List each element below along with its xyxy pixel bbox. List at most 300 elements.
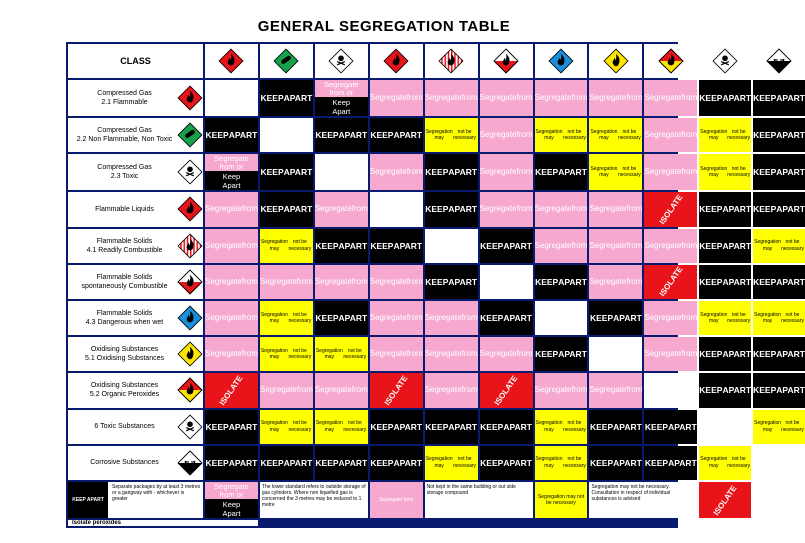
cell-text-line: APART [776, 385, 805, 396]
segregate-from-cell [535, 373, 588, 407]
segregate-from-cell [260, 373, 313, 407]
legend-keep-apart [68, 482, 203, 518]
cell-text-line: not be necessary [343, 420, 367, 433]
cell-text-line: APART [558, 276, 587, 287]
keep-apart-cell [480, 301, 533, 335]
keep-apart-cell [699, 337, 751, 371]
class-label-text [72, 89, 177, 107]
cell-text-line: from [681, 349, 698, 359]
keep-apart-cell [535, 337, 588, 371]
cell-text-line: Segregation may [425, 128, 453, 142]
cell-text-line: Segregate [589, 276, 627, 286]
cell-text-line: KEEP [260, 93, 284, 104]
cell-text-line: KEEP [315, 240, 339, 251]
cell-text-line: APART [448, 204, 478, 215]
segregate-from-cell [205, 301, 258, 335]
blank-cell [260, 118, 313, 152]
cell-text-line: from [681, 167, 698, 177]
cell-text-line: Segregation may [535, 128, 563, 142]
keep-apart-cell [260, 80, 313, 116]
cell-text-line: APART [283, 93, 313, 104]
cell-text-line: from [406, 313, 423, 323]
oxidising-substance-diamond-icon [603, 48, 629, 74]
cell-text-line: KEEP [260, 457, 284, 468]
cell-text-line: KEEP [590, 421, 614, 432]
cell-text-line: APART [448, 276, 478, 287]
segregate-from-cell [260, 265, 313, 299]
cell-text-line: Segregation may [754, 311, 782, 325]
keep-apart-cell [205, 446, 258, 480]
cell-text-line: Apart [222, 509, 241, 518]
cell-text-line: 2.2 Non Flammable, Non Toxic [76, 136, 173, 144]
segregate-from-cell [370, 301, 423, 335]
class-label-text [72, 273, 177, 291]
segregate-from-cell [315, 373, 368, 407]
keep-apart-cell [370, 118, 423, 152]
keep-apart-cell [425, 265, 478, 299]
segregate-from-cell [644, 229, 697, 263]
segregate-from-cell [644, 118, 697, 152]
segregation-may-not-be-necessary-cell [260, 229, 313, 263]
cell-text-line: Segregate [369, 276, 407, 286]
cell-text-line: Segregate [534, 204, 572, 214]
cell-text-line: APART [283, 457, 313, 468]
spontaneously-combustible-diamond-icon [493, 48, 519, 74]
flammable-solid-diamond-icon [177, 233, 203, 259]
cell-text-line: from [406, 167, 423, 177]
cell-text-line: Segregate [323, 80, 359, 90]
cell-text-line: Segregate [479, 167, 517, 177]
cell-text-line: Segregate [589, 240, 627, 250]
cell-text-line: not be necessary [781, 420, 804, 433]
cell-text-line: APART [722, 204, 752, 215]
blank-cell [205, 80, 258, 116]
segregate-from-cell [315, 192, 368, 226]
column-header-1 [260, 44, 313, 78]
cell-text-line: Segregate [314, 385, 352, 395]
cell-text-line: Segregate [205, 349, 242, 359]
cell-text-line: Segregate [424, 349, 462, 359]
isolate-text: ISOLATE [657, 192, 685, 227]
cell-text-line: not be necessary [563, 128, 586, 142]
cell-text-line: Segregation may [315, 420, 343, 433]
cell-text-line: 2.1 Flammable [101, 99, 148, 107]
cell-text-line: Segregate [205, 313, 242, 323]
cell-text-line: KEEP [370, 240, 394, 251]
keep-apart-cell [425, 154, 478, 190]
cell-text-line: APART [283, 204, 313, 215]
cell-text-line: not be necessary [727, 456, 751, 469]
non-flammable-gas-diamond-icon [177, 122, 203, 148]
cell-text-line: 5.2 Organic Peroxides [89, 391, 160, 399]
class-label-row-10 [68, 446, 203, 480]
cell-text-line: APART [338, 457, 368, 468]
cell-text-line: not be necessary [727, 311, 751, 325]
combo-top [205, 154, 258, 171]
cell-text-line: 2.3 Toxic [110, 173, 139, 181]
isolate-cell [205, 373, 258, 407]
cell-text-line: APART [722, 349, 752, 360]
segregate-or-keep-apart-cell [205, 154, 258, 190]
segregation-may-not-be-necessary-cell [699, 118, 751, 152]
combo-top [315, 80, 368, 97]
segregation-may-not-be-necessary-cell [699, 446, 751, 480]
organic-peroxide-diamond-icon [177, 377, 203, 403]
cell-text-line: KEEP [480, 240, 504, 251]
cell-text-line: not be necessary [781, 311, 804, 325]
cell-text-line: APART [722, 276, 752, 287]
cell-text-line: KEEP [205, 421, 229, 432]
cell-text-line: APART [776, 130, 805, 141]
cell-text-line: Segregation may [590, 128, 618, 142]
segregation-may-not-be-necessary-cell [260, 301, 313, 335]
segregation-may-not-be-necessary-cell [753, 301, 805, 335]
blank-cell [425, 229, 478, 263]
keep-apart-cell [699, 80, 751, 116]
cell-text-line: from [461, 385, 478, 395]
cell-text-line: Segregate [479, 204, 517, 214]
cell-text-line: Segregate [259, 385, 297, 395]
cell-text-line: from [681, 93, 698, 103]
column-header-10 [753, 44, 805, 78]
cell-text-line: Segregate [205, 276, 242, 286]
segregate-from-cell [589, 80, 642, 116]
legend-combo-text: The lower standard refers to outside storage of gas cylinders. Where non liquefied gas is concerned the 3 metres may be reduced to 1 metre [260, 482, 368, 518]
cell-text-line: KEEP [753, 93, 777, 104]
segregation-may-not-be-necessary-cell [425, 446, 478, 480]
cell-text-line: not be necessary [618, 165, 641, 179]
cell-text-line: KEEP [315, 130, 339, 141]
column-header-0 [205, 44, 258, 78]
cell-text-line: KEEP [699, 276, 723, 287]
class-label-text [72, 422, 177, 431]
cell-text-line: from [461, 313, 478, 323]
cell-text-line: KEEP [535, 167, 559, 178]
cell-text-line: Segregate [214, 154, 249, 164]
cell-text-line: Segregation may [700, 165, 728, 179]
cell-text-line: spontaneously Combustible [81, 282, 168, 290]
cell-text-line: from or [329, 88, 354, 98]
keep-apart-cell [425, 410, 478, 444]
cell-text-line: Oxidising Substances [90, 382, 159, 390]
isolate-cell [644, 192, 697, 226]
keep-apart-cell [205, 118, 258, 152]
cell-text-line: APART [722, 385, 752, 396]
combo-bottom [332, 97, 350, 116]
class-label-text [72, 309, 177, 327]
keep-apart-cell [699, 192, 751, 226]
class-label-text [72, 458, 177, 467]
cell-text-line: Segregate [259, 276, 297, 286]
cell-text-line: APART [503, 457, 532, 468]
non-flammable-gas-diamond-icon [273, 48, 299, 74]
cell-text-line: not be necessary [288, 311, 312, 325]
segregation-may-not-be-necessary-cell [753, 229, 805, 263]
keep-apart-cell [753, 118, 805, 152]
segregation-may-not-be-necessary-cell [589, 118, 642, 152]
cell-text-line: Keep [222, 172, 241, 182]
cell-text-line: Keep [332, 98, 351, 108]
class-label-row-9 [68, 410, 203, 444]
cell-text-line: KEEP [753, 385, 777, 396]
cell-text-line: Segregate [644, 240, 682, 250]
cell-text-line: Segregation may [535, 420, 563, 433]
cell-text-line: KEEP [425, 167, 449, 178]
cell-text-line: KEEP [205, 457, 229, 468]
combo-top [205, 482, 258, 499]
cell-text-line: KEEP [699, 93, 723, 104]
segregate-from-cell [370, 154, 423, 190]
cell-text-line: APART [776, 93, 805, 104]
cell-text-line: KEEP [699, 204, 723, 215]
keep-apart-cell [480, 446, 533, 480]
cell-text-line: APART [503, 240, 532, 251]
cell-text-line: APART [338, 130, 368, 141]
cell-text-line: not be necessary [618, 128, 641, 142]
cell-text-line: APART [283, 167, 313, 178]
cell-text-line: APART [393, 240, 423, 251]
cell-text-line: Segregation may [700, 128, 728, 142]
segregate-from-cell [480, 154, 533, 190]
corrosive-diamond-icon [177, 450, 203, 476]
cell-text-line: from [406, 276, 423, 286]
blank-cell [535, 301, 588, 335]
legend-keep-apart-swatch: KEEP APART [68, 482, 108, 518]
segregation-may-not-be-necessary-cell [315, 337, 368, 371]
cell-text-line: from [241, 349, 258, 359]
cell-text-line: not be necessary [563, 456, 586, 469]
keep-apart-cell [370, 446, 423, 480]
cell-text-line: 4.3 Dangerous when wet [85, 319, 164, 327]
cell-text-line: from [516, 167, 533, 177]
keep-apart-cell [480, 410, 533, 444]
cell-text-line: Segregate [314, 276, 352, 286]
cell-text-line: APART [558, 349, 587, 360]
class-label-row-7 [68, 337, 203, 371]
cell-text-line: APART [338, 240, 368, 251]
cell-text-line: Segregate [644, 93, 682, 103]
combo-bottom [222, 171, 240, 190]
cell-text-line: APART [228, 457, 258, 468]
cell-text-line: from [241, 313, 258, 323]
segregate-from-cell [425, 301, 478, 335]
cell-text-line: KEEP [315, 313, 339, 324]
keep-apart-cell [753, 265, 805, 299]
cell-text-line: Segregate [589, 93, 627, 103]
cell-text-line: Segregate [314, 204, 352, 214]
cell-text-line: Segregation may [700, 311, 728, 325]
blank-cell [480, 265, 533, 299]
cell-text-line: from [516, 130, 533, 140]
cell-text-line: KEEP [260, 167, 284, 178]
cell-text-line: from [681, 130, 698, 140]
segregate-from-cell [370, 337, 423, 371]
cell-text-line: APART [228, 130, 258, 141]
flammable-solid-diamond-icon [438, 48, 464, 74]
cell-text-line: from [406, 349, 423, 359]
segregate-from-cell [644, 154, 697, 190]
column-header-6 [535, 44, 588, 78]
keep-apart-cell [644, 446, 697, 480]
cell-text-line: APART [668, 457, 697, 468]
class-label-row-3 [68, 192, 203, 226]
class-label-text [72, 381, 177, 399]
cell-text-line: from or [219, 490, 244, 499]
cell-text-line: Segregate [369, 167, 407, 177]
keep-apart-cell [753, 337, 805, 371]
segregation-may-not-be-necessary-cell [535, 410, 588, 444]
segregation-may-not-be-necessary-cell [535, 118, 588, 152]
cell-text-line: Segregate [205, 204, 242, 214]
cell-text-line: APART [776, 276, 805, 287]
segregate-from-cell [589, 229, 642, 263]
legend-segregate-swatch: Segregate from [370, 482, 423, 518]
keep-apart-cell [260, 192, 313, 226]
cell-text-line: APART [558, 167, 587, 178]
class-label-text [72, 163, 177, 181]
keep-apart-cell [535, 265, 588, 299]
isolate-cell [480, 373, 533, 407]
keep-apart-cell [644, 410, 697, 444]
cell-text-line: from [626, 385, 643, 395]
cell-text-line: Flammable Solids [96, 237, 153, 245]
segregation-table [66, 42, 805, 528]
blank-cell [644, 373, 697, 407]
cell-text-line: from [516, 93, 533, 103]
segregate-from-cell [644, 80, 697, 116]
cell-text-line: Segregate [369, 349, 407, 359]
keep-apart-cell [480, 229, 533, 263]
cell-text-line: KEEP [753, 167, 777, 178]
class-label-row-1 [68, 118, 203, 152]
segregate-from-cell [425, 373, 478, 407]
cell-text-line: APART [393, 130, 423, 141]
column-header-8 [644, 44, 697, 78]
segregate-from-cell [589, 192, 642, 226]
cell-text-line: Flammable Solids [96, 310, 153, 318]
segregation-may-not-be-necessary-cell [425, 118, 478, 152]
flammable-gas-diamond-icon [218, 48, 244, 74]
keep-apart-cell [753, 80, 805, 116]
cell-text-line: KEEP [370, 457, 394, 468]
keep-apart-cell [753, 154, 805, 190]
keep-apart-cell [315, 301, 368, 335]
cell-text-line: Segregation may [315, 347, 343, 361]
column-header-4 [425, 44, 478, 78]
cell-text-line: Flammable Liquids [95, 205, 154, 213]
cell-text-line: from [516, 349, 533, 359]
segregate-from-cell [480, 192, 533, 226]
segregate-from-cell [370, 265, 423, 299]
cell-text-line: Segregate [479, 93, 517, 103]
cell-text-line: Segregate [644, 313, 682, 323]
cell-text-line: Segregation may [535, 456, 563, 469]
isolate-cell [644, 265, 697, 299]
cell-text-line: KEEP [480, 457, 504, 468]
cell-text-line: Segregation may [260, 347, 288, 361]
segregation-may-not-be-necessary-cell [699, 154, 751, 190]
cell-text-line: not be necessary [563, 420, 586, 433]
cell-text-line: APART [228, 421, 258, 432]
cell-text-line: Segregate [644, 167, 682, 177]
flammable-liquid-diamond-icon [177, 196, 203, 222]
cell-text-line: Segregate [479, 130, 517, 140]
segregate-from-cell [535, 192, 588, 226]
cell-text-line: KEEP [260, 204, 284, 215]
cell-text-line: from [571, 385, 588, 395]
legend-isolate-swatch [699, 482, 751, 518]
cell-text-line: Segregate [644, 349, 682, 359]
cell-text-line: 5.1 Oxidising Substances [85, 355, 164, 363]
cell-text-line: APART [776, 167, 805, 178]
cell-text-line: Segregation may [260, 239, 288, 252]
segregation-may-not-be-necessary-cell [260, 337, 313, 371]
isolate-text: ISOLATE [218, 373, 245, 408]
segregate-or-keep-apart-cell [315, 80, 368, 116]
cell-text-line: not be necessary [453, 128, 477, 142]
blank-cell [370, 192, 423, 226]
keep-apart-cell [535, 154, 588, 190]
column-header-5 [480, 44, 533, 78]
cell-text-line: APART [613, 313, 642, 324]
cell-text-line: Oxidising Substances [90, 346, 159, 354]
cell-text-line: APART [776, 204, 805, 215]
cell-text-line: from [241, 240, 258, 250]
segregate-from-cell [205, 265, 258, 299]
dangerous-when-wet-diamond-icon [177, 305, 203, 331]
cell-text-line: from [351, 276, 368, 286]
segregation-may-not-be-necessary-cell [260, 410, 313, 444]
class-label-row-6 [68, 301, 203, 335]
class-label-row-2 [68, 154, 203, 190]
segregate-from-cell [205, 229, 258, 263]
cell-text-line: Segregate [424, 385, 462, 395]
isolate-text: ISOLATE [492, 373, 520, 408]
cell-text-line: from [296, 276, 313, 286]
cell-text-line: KEEP [535, 349, 559, 360]
legend-may-not-text: Segregation may not be necessary. Consultation in respect of individual substances is advised [589, 482, 697, 518]
cell-text-line: from [406, 93, 423, 103]
cell-text-line: KEEP [425, 421, 449, 432]
cell-text-line: from [351, 204, 368, 214]
segregate-from-cell [644, 337, 697, 371]
cell-text-line: 4.1 Readily Combustible [86, 246, 163, 254]
flammable-liquid-diamond-icon [383, 48, 409, 74]
cell-text-line: from [461, 93, 478, 103]
organic-peroxide-diamond-icon [658, 48, 684, 74]
cell-text-line: APART [613, 421, 642, 432]
class-label-text [72, 237, 177, 255]
cell-text-line: from [571, 204, 588, 214]
keep-apart-cell [370, 229, 423, 263]
cell-text-line: from [681, 313, 698, 323]
toxic-gas-diamond-icon [328, 48, 354, 74]
cell-text-line: APART [448, 421, 478, 432]
cell-text-line: Segregate [369, 93, 407, 103]
keep-apart-cell [753, 373, 805, 407]
dangerous-when-wet-diamond-icon [548, 48, 574, 74]
segregate-from-cell [535, 80, 588, 116]
cell-text-line: not be necessary [781, 239, 804, 252]
segregate-from-cell [535, 229, 588, 263]
cell-text-line: not be necessary [453, 456, 477, 469]
cell-text-line: Segregate [589, 204, 627, 214]
cell-text-line: Segregation may [590, 165, 618, 179]
keep-apart-cell [753, 192, 805, 226]
cell-text-line: Compressed Gas [97, 164, 152, 172]
isolate-text: ISOLATE [657, 265, 685, 299]
cell-text-line: KEEP [370, 130, 394, 141]
